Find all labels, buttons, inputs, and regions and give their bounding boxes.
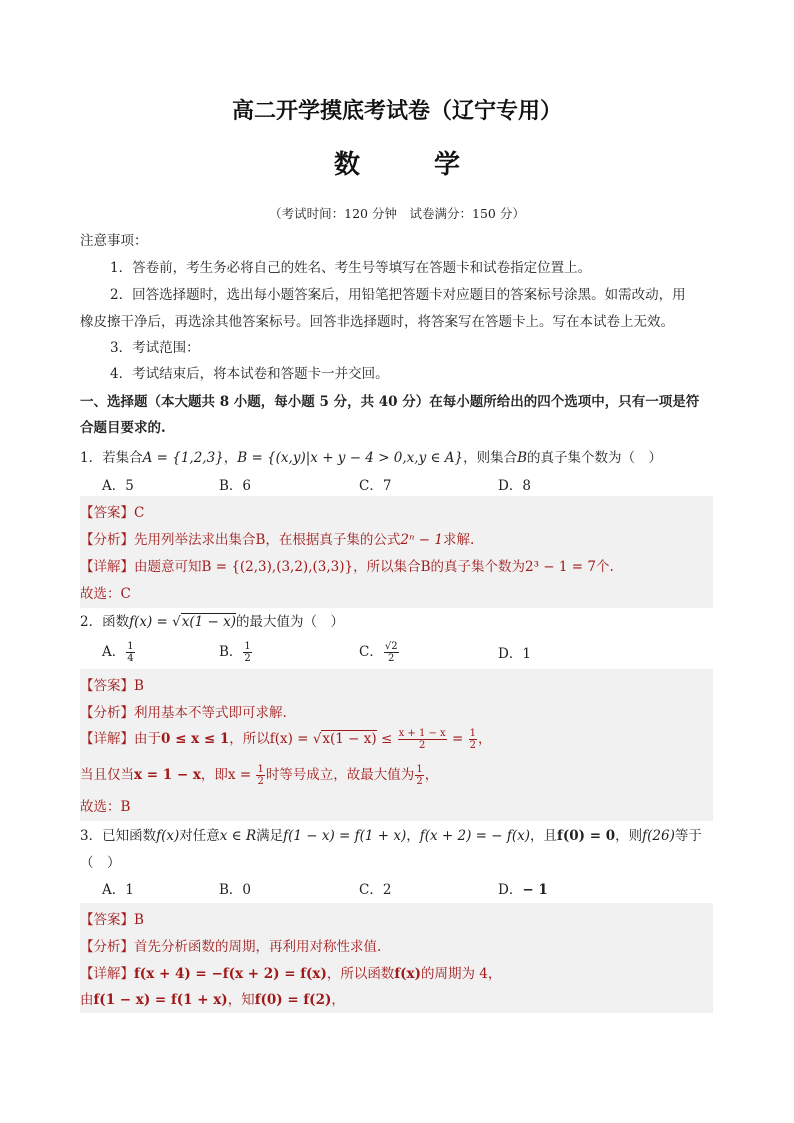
q3-option-a: A．1 [102, 882, 134, 898]
subject-char-1: 数 [333, 150, 360, 180]
q2-option-d: D．1 [498, 646, 531, 662]
exam-meta: （考试时间：120 分钟 试卷满分：150 分） [269, 206, 525, 221]
q1-stem: 1．若集合A = {1,2,3}，B = {(x,y)|x + y − 4 > 0,x,y ∈ A}，则集合B的真子集个数为（ ） [80, 450, 663, 466]
q1-analysis: 【分析】先用列举法求出集合B，在根据真子集的公式2ⁿ − 1求解. [80, 532, 475, 548]
q2-stem: 2．函数f(x) = √x(1 − x)的最大值为（ ） [80, 614, 344, 630]
q2-analysis: 【分析】利用基本不等式即可求解. [80, 705, 287, 721]
q1-detail: 【详解】由题意可知B = {(2,3),(3,2),(3,3)}，所以集合B的真子集个数为2³ − 1 = 7个. [80, 559, 614, 575]
q2-answer: 【答案】B [80, 678, 144, 694]
q1-set-b: B = {(x,y)|x + y − 4 > 0,x,y ∈ A} [237, 450, 464, 466]
q2-detail-line-2: 当且仅当x = 1 − x，即x = $\frac{1}{2}$ 时等号成立，故最大值为 $\frac{1}{2}$ ， [80, 764, 439, 787]
q2-option-b: B． $\frac{1}{2}$ [219, 641, 251, 664]
notice-item-3: 3．考试范围： [110, 340, 200, 356]
notice-heading: 注意事项： [80, 233, 148, 249]
exam-title: 高二开学摸底考试卷（辽宁专用） [231, 99, 562, 124]
q1-option-a: A．5 [102, 478, 134, 494]
q2-solution-box [80, 669, 713, 821]
section-heading-line-1: 一、选择题（本大题共 8 小题，每小题 5 分，共 40 分）在每小题所给出的四个选项中，只有一项是符 [80, 394, 700, 410]
q3-paren: （ ） [80, 855, 121, 871]
q3-stem: 3．已知函数f(x)对任意x ∈ R满足f(1 − x) = f(1 + x)，f(x + 2) = − f(x)，且f(0) = 0，则f(26)等于 [80, 828, 702, 844]
q2-sqrt: x(1 − x) [181, 614, 236, 630]
q3-detail-line-1: 【详解】f(x + 4) = −f(x + 2) = f(x)，所以函数f(x)的周期为 4， [80, 966, 502, 982]
q1-set-a: A = {1,2,3} [142, 450, 224, 466]
q2-option-c: C． $\frac{√2}{2}$ [359, 641, 398, 664]
q3-option-d: D．− 1 [498, 882, 548, 898]
q3-solution-box [80, 903, 713, 1013]
q3-option-c: C．2 [359, 882, 392, 898]
q2-option-a: A． $\frac{1}{4}$ [102, 641, 134, 664]
q2-conclusion: 故选：B [80, 799, 131, 815]
q3-detail-line-2: 由f(1 − x) = f(1 + x)，知f(0) = f(2)， [80, 992, 345, 1008]
q2-detail-line-1: 【详解】由于0 ≤ x ≤ 1，所以f(x) = √x(1 − x) ≤ $\frac{x + 1 - x}{2}$ = $\frac{1}{2}$ ， [80, 728, 492, 751]
q1-option-b: B．6 [219, 478, 252, 494]
subject-char-2: 学 [434, 150, 461, 180]
notice-item-2-line-1: 2．回答选择题时，选出每小题答案后，用铅笔把答题卡对应题目的答案标号涂黑。如需改动，用 [110, 287, 686, 303]
notice-item-4: 4．考试结束后，将本试卷和答题卡一并交回。 [110, 366, 389, 382]
notice-item-2-line-2: 橡皮擦干净后，再选涂其他答案标号。回答非选择题时，将答案写在答题卡上。写在本试卷上无效。 [80, 314, 674, 330]
section-heading-line-2: 合题目要求的. [80, 420, 166, 436]
q1-answer: 【答案】C [80, 505, 145, 521]
q1-option-d: D．8 [498, 478, 531, 494]
notice-item-1: 1．答卷前，考生务必将自己的姓名、考生号等填写在答题卡和试卷指定位置上。 [110, 260, 592, 276]
q3-option-b: B．0 [219, 882, 252, 898]
subject-title [0, 144, 794, 181]
q3-answer: 【答案】B [80, 912, 144, 928]
q1-option-c: C．7 [359, 478, 392, 494]
q1-solution-box [80, 496, 713, 608]
q1-conclusion: 故选：C [80, 586, 131, 602]
q3-analysis: 【分析】首先分析函数的周期，再利用对称性求值. [80, 939, 382, 955]
